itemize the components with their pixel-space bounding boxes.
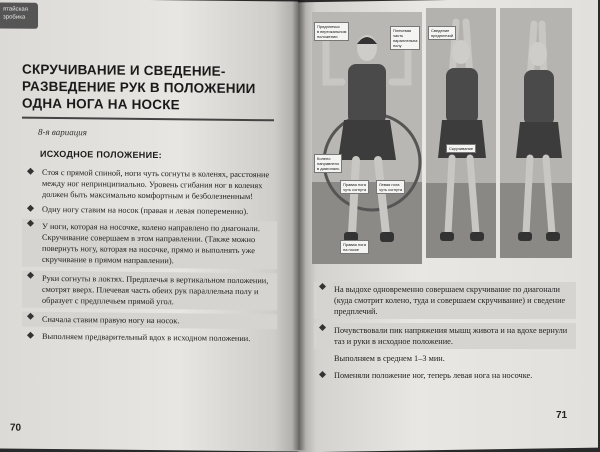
diamond-bullet-icon — [27, 272, 34, 279]
chapter-tab-line: зробика — [3, 14, 26, 21]
callout-line: предплечий — [431, 33, 454, 38]
title-line: СКРУЧИВАНИЕ И СВЕДЕНИЕ- — [22, 61, 226, 79]
callout-line: полу — [393, 43, 402, 48]
callout-line: в диагональ — [317, 166, 340, 171]
list-item-text: У ноги, которая на носочке, колено направлено по диагонали. Скручивание совершаем в этом направлении. (Также можно повернуть ногу, которая на носочке, прямо и выполнять уже скручивание в прямом направлении). — [42, 221, 260, 266]
callout-line: в вертикальном — [317, 29, 347, 34]
woman-figure-illustration — [500, 8, 572, 258]
diamond-bullet-icon — [319, 371, 326, 378]
exercise-photo-side — [500, 8, 572, 258]
list-item — [22, 271, 277, 311]
list-item-text: Выполняем предварительный вдох в исходном положении. — [42, 331, 251, 344]
callout-line: на носке — [343, 247, 359, 252]
diamond-bullet-icon — [27, 205, 34, 212]
list-item-text: На выдохе одновременно совершаем скручивание по диагонали (куда смотрит колено, туда и совершаем скручивание) и сведение предплечий. — [334, 285, 566, 316]
list-item-text: Руки согнуты в локтях. Предплечья в вертикальном положении, смотрят вверх. Плечевая часть обеих рук параллельна полу и образует с предплечьем прямой угол. — [42, 273, 269, 307]
chapter-tab-line: ятайская — [3, 6, 28, 13]
callout-line: Левая нога — [379, 182, 400, 187]
book-gutter — [292, 0, 306, 450]
exercise-photo-twist — [426, 8, 496, 258]
callout-forearms-together — [428, 26, 456, 40]
callout-line: Правая нога — [343, 242, 366, 247]
list-item-text: Стоя с прямой спиной, ноги чуть согнуты в коленях, расстояние между ног непринципиально. Уровень сгибания ног в коленях должен быть максимально комфортным и безболезненным! — [42, 167, 270, 202]
callout-twist — [446, 144, 476, 153]
callout-line: Скручивание — [449, 146, 474, 151]
list-item — [22, 167, 277, 203]
callout-right-leg-bent — [340, 180, 369, 194]
chapter-tab — [0, 2, 38, 28]
diamond-bullet-icon — [27, 313, 34, 320]
exercise-photo-start — [312, 12, 422, 264]
callout-line: Колено — [317, 156, 331, 161]
title-line: РАЗВЕДЕНИЕ РУК В ПОЛОЖЕНИИ — [22, 78, 256, 97]
callout-line: параллельна — [393, 38, 418, 43]
callout-left-leg-bent — [376, 180, 405, 194]
diamond-bullet-icon — [319, 324, 326, 331]
callout-line: чуть согнута — [343, 187, 367, 192]
callout-line: Правая нога — [343, 182, 366, 187]
diamond-bullet-icon — [27, 332, 34, 339]
list-item-text: Одну ногу ставим на носок (правая и левая попеременно). — [42, 204, 249, 217]
title-divider — [22, 117, 274, 122]
callout-knee-diagonal — [314, 154, 342, 173]
callout-line: Предплечья — [317, 24, 340, 29]
starting-position-list — [22, 167, 277, 349]
execution-list — [314, 282, 576, 385]
list-item — [314, 323, 576, 349]
list-item — [22, 331, 277, 345]
callout-line: Плечевая — [393, 28, 412, 33]
list-item — [22, 219, 277, 270]
callout-right-toe — [340, 240, 369, 254]
diamond-bullet-icon — [27, 220, 34, 227]
list-item-text: Почувствовали пик напряжения мышц живота и на вдохе вернули таз и руки в исходное положение. — [334, 326, 568, 346]
callout-line: направлено — [317, 161, 340, 166]
page-number: 71 — [556, 410, 568, 421]
list-item — [314, 282, 576, 319]
left-page — [0, 0, 298, 452]
callout-line: Сведение — [431, 28, 450, 33]
list-item — [314, 370, 576, 381]
list-item-text: Поменяли положение ног, теперь левая нога на носочке. — [334, 371, 533, 380]
callout-upper-arm-parallel — [390, 26, 420, 50]
callout-forearms-vertical — [314, 22, 349, 41]
callout-line: положении — [317, 34, 338, 39]
callout-line: чуть согнута — [379, 187, 403, 192]
exercise-title — [22, 61, 272, 115]
duration-note: Выполняем в среднем 1–3 мин. — [334, 354, 445, 363]
diamond-bullet-icon — [319, 283, 326, 290]
list-item — [22, 312, 277, 330]
list-item — [22, 204, 277, 218]
diamond-bullet-icon — [27, 168, 34, 175]
woman-figure-illustration — [426, 8, 496, 258]
callout-line: часть — [393, 33, 404, 38]
section-heading: ИСХОДНОЕ ПОЛОЖЕНИЕ: — [40, 148, 162, 161]
page-number: 70 — [10, 422, 22, 434]
list-item-text: Сначала ставим правую ногу на носок. — [42, 314, 180, 326]
title-line: ОДНА НОГА НА НОСКЕ — [22, 95, 180, 113]
variation-label: 8-я вариация — [38, 126, 87, 138]
